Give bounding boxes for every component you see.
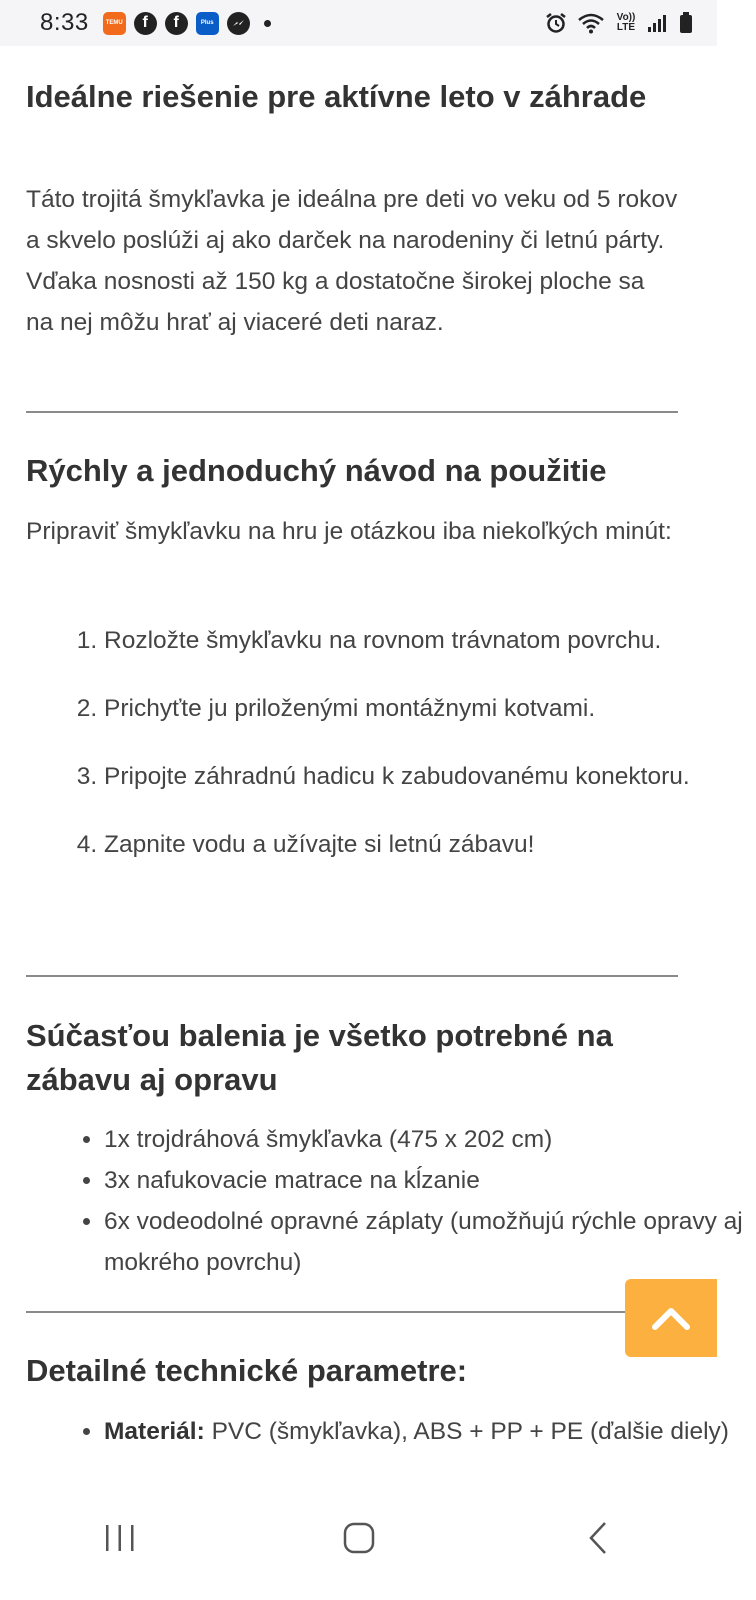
param-value: PVC (šmykľavka), ABS + PP + PE (ďalšie diely) — [204, 1418, 729, 1445]
package-contents-list — [26, 1119, 756, 1283]
status-indicators — [545, 12, 693, 34]
list-item: • 6x vodeodolné opravné záplaty (umožňujú rýchle opravy aj mokrého povrchu) — [104, 1201, 756, 1283]
chevron-up-icon — [651, 1305, 691, 1331]
lidl-plus-icon: Plus — [196, 12, 219, 35]
recent-apps-icon — [103, 1523, 137, 1553]
alarm-icon — [545, 12, 567, 34]
section-title: Rýchly a jednoduchý návod na použitie — [26, 453, 607, 488]
steps-list — [26, 620, 756, 892]
notification-dot-icon — [264, 20, 271, 27]
temu-icon: TEMU — [103, 12, 126, 35]
param-label: Materiál: — [104, 1418, 205, 1445]
system-nav-bar — [0, 1476, 717, 1600]
section-body: Táto trojitá šmykľavka je ideálna pre deti vo veku od 5 rokov a skvelo poslúži aj ako darček na narodeniny či letnú párty. Vďaka nosnosti až 150 kg a dostatočne širokej ploche sa na nej môžu hrať aj viaceré deti naraz. — [26, 186, 678, 336]
status-bar — [0, 0, 717, 46]
battery-icon — [679, 12, 693, 34]
signal-icon — [647, 13, 669, 33]
list-item: 4. Zapnite vodu a užívajte si letnú zábavu! — [104, 824, 756, 865]
list-item: 3. Pripojte záhradnú hadicu k zabudovanému konektoru. — [104, 756, 756, 797]
status-time: 8:33 — [40, 9, 89, 36]
facebook-icon: f — [165, 12, 188, 35]
list-item: • 1x trojdráhová šmykľavka (475 x 202 cm) — [104, 1119, 756, 1160]
back-button[interactable] — [558, 1508, 638, 1568]
list-item: 2. Prichyťte ju priloženými montážnymi kotvami. — [104, 688, 756, 729]
list-item — [104, 1411, 756, 1452]
list-item: 1. Rozložte šmykľavku na rovnom trávnatom povrchu. — [104, 620, 756, 661]
tech-params-list — [26, 1411, 756, 1452]
wifi-icon — [577, 12, 605, 34]
back-icon — [587, 1520, 609, 1556]
facebook-icon: f — [134, 12, 157, 35]
section-intro: Pripraviť šmykľavku na hru je otázkou iba niekoľkých minút: — [26, 518, 672, 545]
section-title: Detailné technické parametre: — [26, 1353, 468, 1388]
messenger-icon — [227, 12, 250, 35]
section-divider — [26, 1311, 678, 1313]
scroll-to-top-button[interactable] — [625, 1279, 717, 1357]
list-item: • 3x nafukovacie matrace na kĺzanie — [104, 1160, 756, 1201]
section-divider — [26, 975, 678, 977]
section-divider — [26, 411, 678, 413]
article-content — [26, 46, 743, 1476]
recent-apps-button[interactable] — [80, 1508, 160, 1568]
section-title: Ideálne riešenie pre aktívne leto v záhrade — [26, 79, 647, 114]
home-button[interactable] — [319, 1508, 399, 1568]
home-icon — [342, 1521, 376, 1555]
section-title: Súčasťou balenia je všetko potrebné na zábavu aj opravu — [26, 1018, 613, 1097]
volte-icon: Vo)) LTE — [616, 12, 636, 33]
